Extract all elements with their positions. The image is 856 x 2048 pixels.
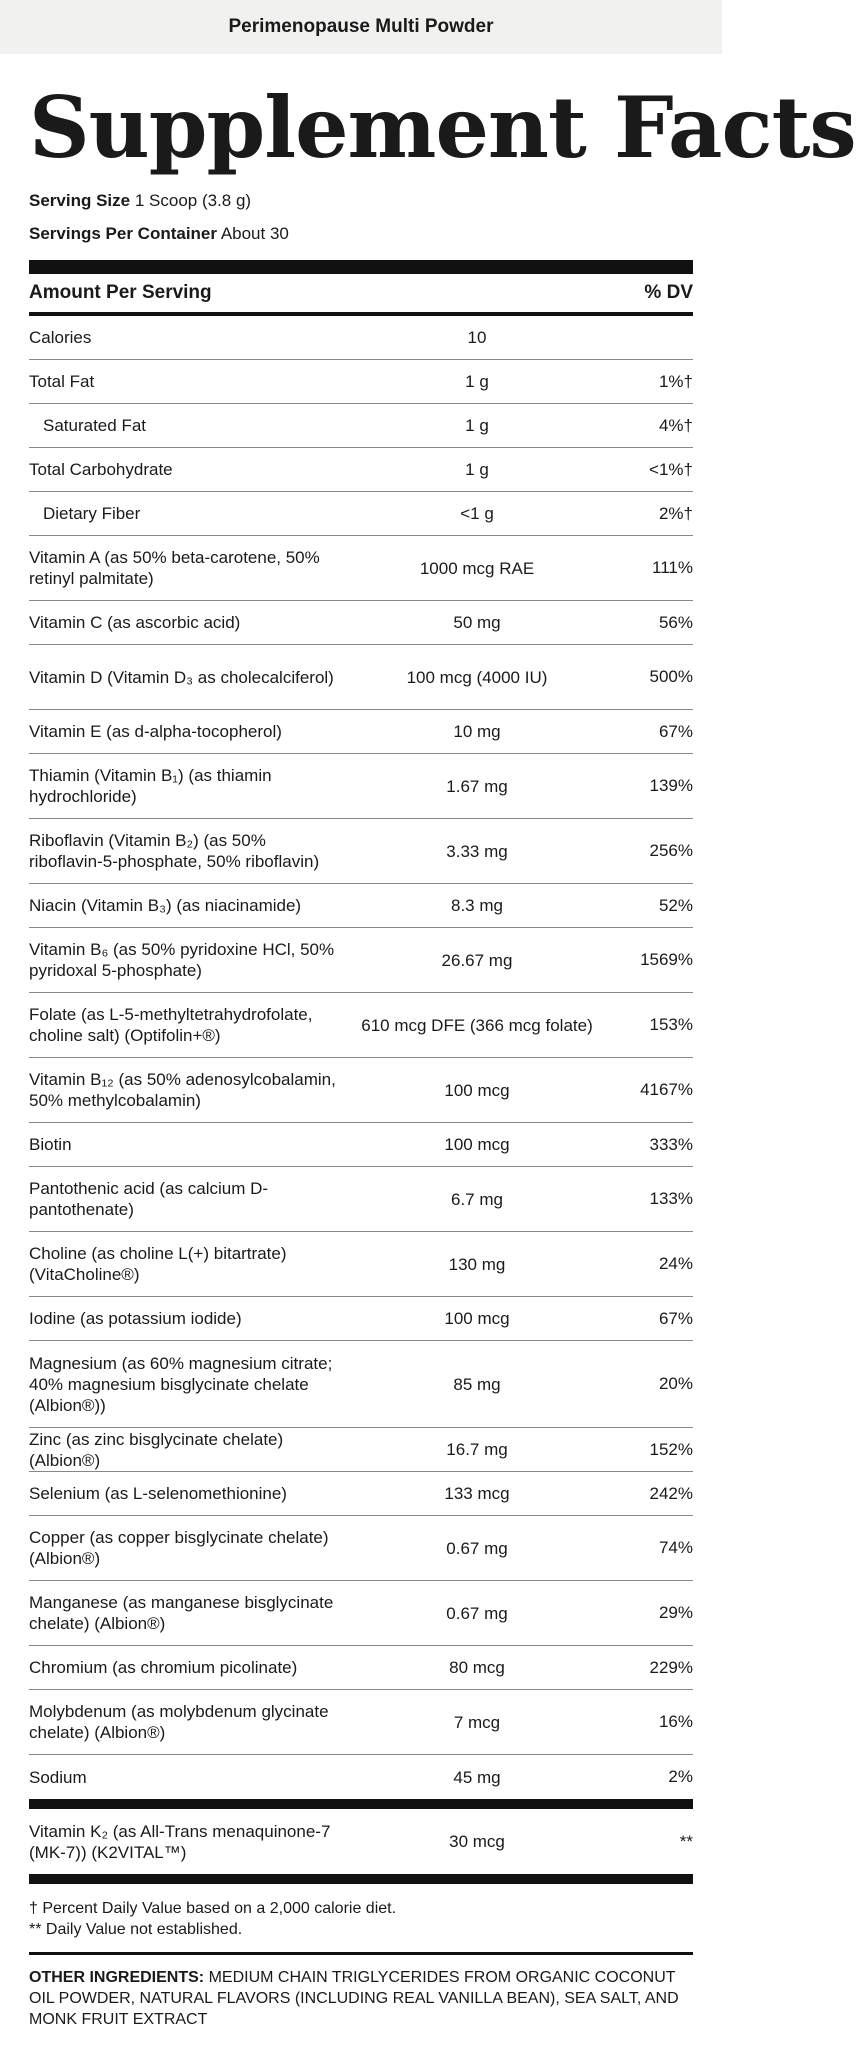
nutrient-name: Pantothenic acid (as calcium D-pantothenate) bbox=[29, 1179, 269, 1219]
panel-title: Supplement Facts bbox=[29, 78, 856, 177]
nutrient-name: Magnesium (as 60% magnesium citrate; 40% magnesium bisglycinate chelate (Albion®)) bbox=[29, 1353, 333, 1415]
nutrient-amount: 50 mg bbox=[453, 613, 501, 632]
nutrient-amount: 85 mg bbox=[453, 1374, 501, 1394]
table-row bbox=[29, 1123, 693, 1167]
table-row bbox=[29, 884, 693, 928]
nutrient-name: Selenium (as L-selenomethionine) bbox=[29, 1484, 287, 1503]
nutrient-amount: 100 mcg bbox=[444, 1309, 510, 1328]
nutrient-dv: 2%† bbox=[658, 503, 693, 523]
nutrient-dv: 500% bbox=[649, 667, 693, 686]
table-row bbox=[29, 1167, 693, 1232]
nutrient-dv: 67% bbox=[658, 721, 693, 741]
nutrient-name: Iodine (as potassium iodide) bbox=[29, 1309, 242, 1328]
table-row bbox=[29, 316, 693, 360]
nutrient-dv: 152% bbox=[649, 1439, 693, 1459]
nutrient-amount: 1.67 mg bbox=[446, 776, 508, 796]
nutrient-amount: 1 g bbox=[465, 416, 489, 435]
thick-divider bbox=[29, 1799, 693, 1809]
table-row bbox=[29, 1297, 693, 1341]
table-row bbox=[29, 993, 693, 1058]
nutrient-amount: 16.7 mg bbox=[446, 1440, 508, 1459]
nutrient-name: Vitamin C (as ascorbic acid) bbox=[29, 613, 241, 632]
nutrient-dv: 67% bbox=[658, 1308, 693, 1328]
nutrient-amount: 1 g bbox=[465, 460, 489, 479]
nutrient-name: Total Carbohydrate bbox=[29, 460, 173, 479]
table-row bbox=[29, 819, 693, 884]
table-row bbox=[29, 1428, 693, 1472]
nutrient-name: Copper (as copper bisglycinate chelate) (Albion®) bbox=[29, 1528, 329, 1568]
nutrient-dv: 56% bbox=[658, 612, 693, 632]
nutrient-dv: 4167% bbox=[640, 1080, 693, 1099]
servings-label: Servings Per Container bbox=[29, 224, 218, 243]
nutrient-dv: 20% bbox=[658, 1374, 693, 1393]
nutrient-amount: <1 g bbox=[460, 504, 494, 523]
nutrient-name: Vitamin K₂ (as All-Trans menaquinone-7 (MK-7)) (K2VITAL™) bbox=[29, 1821, 331, 1862]
table-row bbox=[29, 710, 693, 754]
nutrient-dv: 133% bbox=[649, 1189, 693, 1208]
table-row bbox=[29, 448, 693, 492]
nutrient-amount: 30 mcg bbox=[449, 1832, 505, 1851]
table-row bbox=[29, 1690, 693, 1755]
nutrient-name: Vitamin A (as 50% beta-carotene, 50% retinyl palmitate) bbox=[29, 548, 320, 588]
table-row bbox=[29, 928, 693, 993]
table-row bbox=[29, 1058, 693, 1123]
nutrient-name: Sodium bbox=[29, 1767, 87, 1787]
nutrient-amount: 3.33 mg bbox=[446, 841, 508, 861]
nutrient-dv: 139% bbox=[649, 776, 693, 795]
nutrient-name: Vitamin B₆ (as 50% pyridoxine HCl, 50% pyridoxal 5-phosphate) bbox=[29, 940, 335, 980]
table-row bbox=[29, 404, 693, 448]
nutrient-dv: 229% bbox=[649, 1657, 693, 1677]
nutrient-amount: 130 mg bbox=[448, 1254, 506, 1274]
nutrient-name: Molybdenum (as molybdenum glycinate chelate) (Albion®) bbox=[29, 1702, 329, 1742]
table-row bbox=[29, 1472, 693, 1516]
table-header bbox=[29, 274, 693, 312]
product-name-bar bbox=[0, 0, 722, 54]
nutrient-name: Saturated Fat bbox=[43, 416, 147, 435]
table-row bbox=[29, 1755, 693, 1799]
thick-divider bbox=[29, 1874, 693, 1884]
nutrient-amount: 610 mcg DFE (366 mcg folate) bbox=[361, 1015, 593, 1035]
nutrient-dv: <1%† bbox=[649, 459, 693, 479]
nutrient-name: Vitamin B₁₂ (as 50% adenosylcobalamin, 50% methylcobalamin) bbox=[29, 1070, 336, 1110]
nutrient-name: Total Fat bbox=[29, 372, 95, 391]
nutrient-dv: 24% bbox=[658, 1254, 693, 1273]
table-row bbox=[29, 601, 693, 645]
other-ingredients bbox=[29, 1955, 693, 2030]
supplement-facts-panel bbox=[0, 78, 856, 2030]
servings-value: About 30 bbox=[220, 224, 289, 243]
nutrient-dv: 1569% bbox=[640, 950, 693, 969]
table-row bbox=[29, 754, 693, 819]
nutrient-name: Thiamin (Vitamin B₁) (as thiamin hydrochloride) bbox=[29, 766, 272, 806]
dv-header: % DV bbox=[644, 282, 693, 303]
nutrient-dv: 153% bbox=[649, 1015, 693, 1034]
nutrient-amount: 7 mcg bbox=[453, 1712, 501, 1732]
nutrient-name: Riboflavin (Vitamin B₂) (as 50% riboflavin-5-phosphate, 50% riboflavin) bbox=[29, 831, 320, 871]
nutrient-name: Choline (as choline L(+) bitartrate) (VitaCholine®) bbox=[29, 1244, 287, 1284]
table-row bbox=[29, 645, 693, 710]
nutrient-dv: ** bbox=[679, 1831, 693, 1851]
nutrient-amount: 1000 mcg RAE bbox=[419, 558, 535, 578]
nutrient-dv: 4%† bbox=[658, 415, 693, 435]
nutrient-amount: 133 mcg bbox=[444, 1484, 510, 1503]
other-ingredients-label: OTHER INGREDIENTS: bbox=[29, 1969, 205, 1986]
table-row bbox=[29, 1341, 693, 1428]
serving-size-value: 1 Scoop (3.8 g) bbox=[134, 191, 252, 210]
servings-per-container bbox=[29, 217, 693, 250]
thick-divider bbox=[29, 260, 693, 274]
nutrient-amount: 6.7 mg bbox=[451, 1189, 503, 1209]
serving-size-label: Serving Size bbox=[29, 191, 131, 210]
table-row bbox=[29, 360, 693, 404]
table-row bbox=[29, 1581, 693, 1646]
nutrient-amount: 100 mcg (4000 IU) bbox=[406, 667, 548, 687]
nutrient-table bbox=[29, 316, 693, 1799]
nutrient-amount: 100 mcg bbox=[444, 1135, 510, 1154]
footnotes bbox=[29, 1884, 693, 1952]
nutrient-amount: 100 mcg bbox=[444, 1080, 510, 1100]
nutrient-name: Chromium (as chromium picolinate) bbox=[29, 1658, 298, 1677]
nutrient-dv: 74% bbox=[658, 1538, 693, 1557]
nutrient-amount: 10 bbox=[467, 328, 487, 347]
table-row bbox=[29, 1646, 693, 1690]
table-row bbox=[29, 536, 693, 601]
nutrient-name: Zinc (as zinc bisglycinate chelate) (Albion®) bbox=[29, 1429, 284, 1470]
nutrient-name: Dietary Fiber bbox=[43, 504, 141, 523]
nutrient-dv: 333% bbox=[649, 1134, 693, 1154]
footnote-dv: † Percent Daily Value based on a 2,000 calorie diet. bbox=[29, 1900, 397, 1917]
nutrient-dv: 242% bbox=[649, 1483, 693, 1503]
nutrient-name: Vitamin D (Vitamin D₃ as cholecalciferol) bbox=[29, 667, 334, 687]
nutrient-dv: 29% bbox=[658, 1603, 693, 1622]
nutrient-dv: 2% bbox=[668, 1767, 693, 1786]
nutrient-dv: 52% bbox=[658, 895, 693, 915]
nutrient-name: Manganese (as manganese bisglycinate chelate) (Albion®) bbox=[29, 1593, 334, 1633]
table-row bbox=[29, 1516, 693, 1581]
nutrient-name: Niacin (Vitamin B₃) (as niacinamide) bbox=[29, 896, 302, 915]
nutrient-name: Calories bbox=[29, 328, 92, 347]
product-name: Perimenopause Multi Powder bbox=[228, 16, 494, 37]
table-row bbox=[29, 492, 693, 536]
nutrient-amount: 8.3 mg bbox=[451, 896, 503, 915]
amount-per-serving-header: Amount Per Serving bbox=[29, 282, 212, 303]
table-row bbox=[29, 1809, 693, 1874]
table-row bbox=[29, 1232, 693, 1297]
other-ingredients-text: MEDIUM CHAIN TRIGLYCERIDES FROM ORGANIC COCONUT OIL POWDER, NATURAL FLAVORS (INCLUDING REAL VANILLA BEAN), SEA SALT, AND MONK FRUIT EXTRACT bbox=[29, 1969, 679, 2028]
nutrient-dv: 1%† bbox=[658, 371, 693, 391]
nutrient-amount: 45 mg bbox=[453, 1767, 501, 1787]
nutrient-amount: 0.67 mg bbox=[446, 1603, 508, 1623]
nutrient-amount: 0.67 mg bbox=[446, 1538, 508, 1558]
nutrient-amount: 80 mcg bbox=[449, 1658, 505, 1677]
nutrient-dv: 256% bbox=[649, 841, 693, 860]
nutrient-amount: 1 g bbox=[465, 372, 489, 391]
nutrient-dv: 16% bbox=[658, 1712, 693, 1731]
nutrient-name: Vitamin E (as d-alpha-tocopherol) bbox=[29, 722, 282, 741]
nutrient-name: Biotin bbox=[29, 1135, 72, 1154]
footnote-not-established: ** Daily Value not established. bbox=[29, 1921, 243, 1938]
serving-size bbox=[29, 184, 693, 217]
nutrient-dv: 111% bbox=[652, 558, 693, 577]
nutrient-amount: 10 mg bbox=[453, 722, 501, 741]
nutrient-name: Folate (as L-5-methyltetrahydrofolate, choline salt) (Optifolin+®) bbox=[29, 1005, 313, 1045]
nutrient-amount: 26.67 mg bbox=[441, 950, 513, 970]
